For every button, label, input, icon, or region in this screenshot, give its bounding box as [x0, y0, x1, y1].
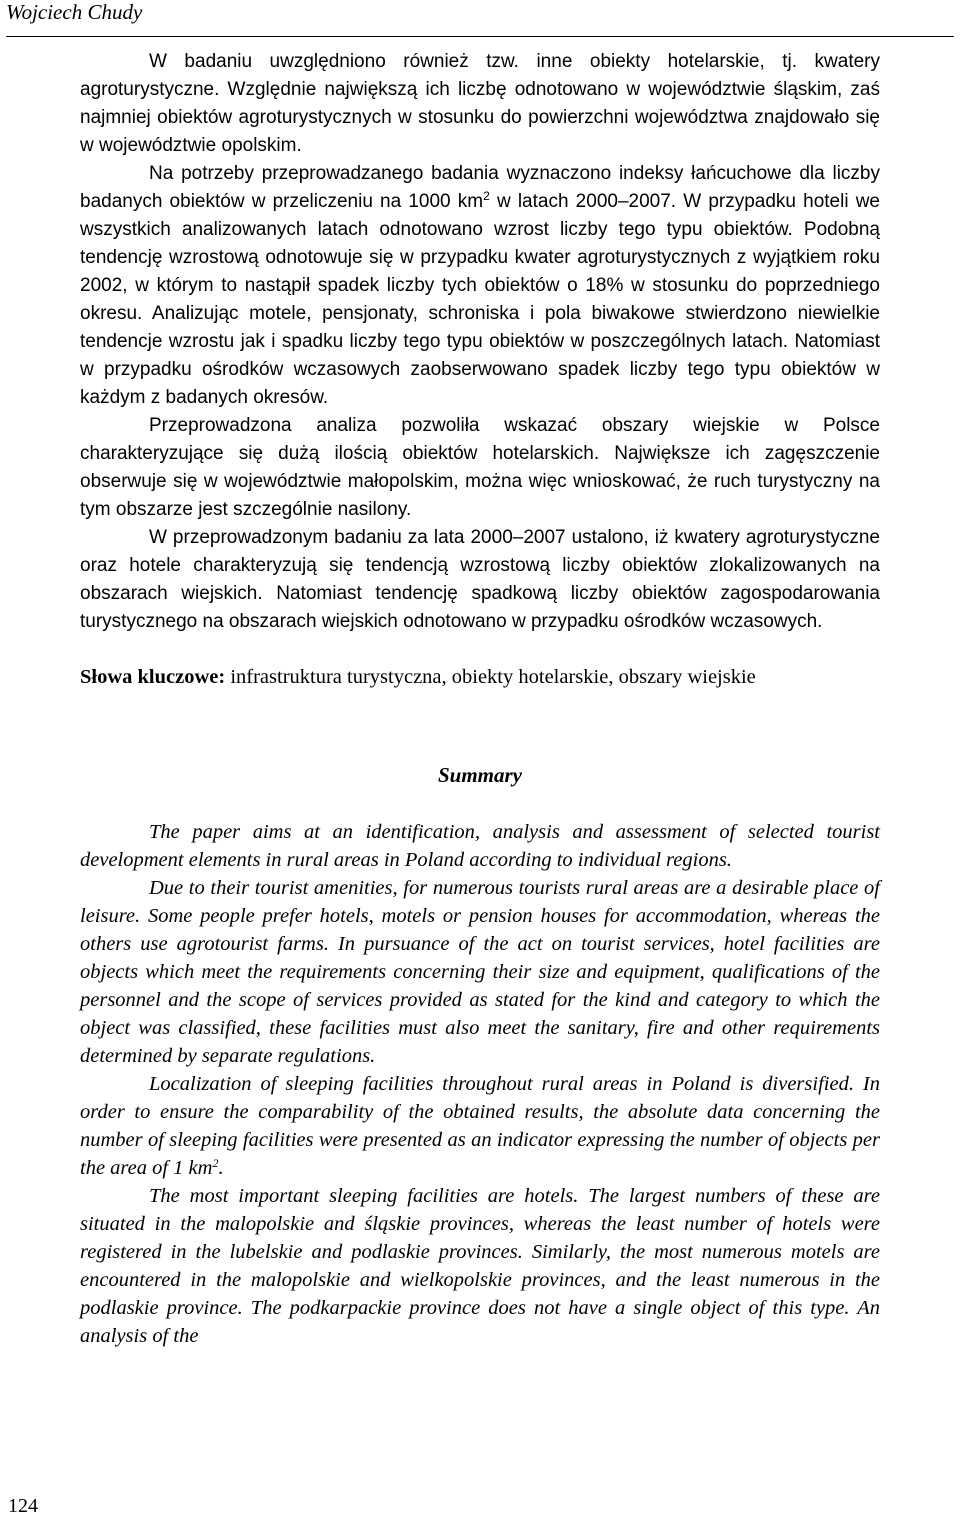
- keywords: [80, 663, 880, 691]
- running-header-author: Wojciech Chudy: [6, 0, 143, 24]
- page-body: [80, 48, 880, 1350]
- summary-text: .: [218, 1157, 224, 1179]
- summary-paragraph: The most important sleeping facilities are hotels. The largest numbers of these are situated in the malopolskie and śląskie provinces, whereas the least number of hotels were registered in the lubelskie and podlaskie provinces. Similarly, the most numerous motels are encountered in the malopolskie and wielkopolskie provinces, and the least numerous in the podlaskie province. The podkarpackie province does not have a single object of this type. An analysis of the: [80, 1185, 880, 1347]
- summary-heading: Summary: [437, 763, 523, 787]
- page-number: 124: [8, 1495, 38, 1517]
- summary-paragraph: Due to their tourist amenities, for numerous tourists rural areas are a desirable place of leisure. Some people prefer hotels, motels or pension houses for accommodation, whereas the others use agrotourist farms. In pursuance of the act on tourist services, hotel facilities are objects which meet the requirements concerning their size and equipment, qualifications of the personnel and the scope of services provided as stated for the kind and category to which the object was classified, these facilities must also meet the sanitary, fire and other requirements determined by separate regulations.: [80, 877, 880, 1067]
- polish-abstract: [80, 48, 880, 636]
- superscript: 2: [483, 189, 490, 203]
- abstract-text: Na potrzeby przeprowadzanego badania wyznaczono indeksy łańcuchowe dla liczby badanych obiektów w przeliczeniu na 1000 km: [80, 163, 880, 212]
- summary-paragraph: [80, 1070, 880, 1182]
- abstract-paragraph: W przeprowadzonym badaniu za lata 2000–2007 ustalono, iż kwatery agroturystyczne oraz hotele charakteryzują się tendencją wzrostową liczby obiektów zlokalizowanych na obszarach wiejskich. Natomiast tendencję spadkową liczby obiektów zagospodarowania turystycznego na obszarach wiejskich odnotowano w przypadku ośrodków wczasowych.: [80, 527, 880, 632]
- summary-paragraph: The paper aims at an identification, analysis and assessment of selected tourist development elements in rural areas in Poland according to individual regions.: [80, 821, 880, 871]
- keywords-value: infrastruktura turystyczna, obiekty hotelarskie, obszary wiejskie: [225, 666, 756, 688]
- english-summary: [80, 818, 880, 1350]
- abstract-paragraph: W badaniu uwzględniono również tzw. inne obiekty hotelarskie, tj. kwatery agroturystyczne. Względnie największą ich liczbę odnotowano w województwie śląskim, zaś najmniej obiektów agroturystycznych w stosunku do powierzchni województwa znajdowało się w województwie opolskim.: [80, 51, 880, 156]
- summary-text: Localization of sleeping facilities throughout rural areas in Poland is diversified. In order to ensure the comparability of the obtained results, the absolute data concerning the number of sleeping facilities were presented as an indicator expressing the number of objects per the area of 1 km: [80, 1073, 880, 1179]
- superscript: 2: [212, 1156, 219, 1170]
- abstract-paragraph: Przeprowadzona analiza pozwoliła wskazać obszary wiejskie w Polsce charakteryzujące się dużą ilością obiektów hotelarskich. Największe ich zagęszczenie obserwuje się w województwie małopolskim, można więc wnioskować, że ruch turystyczny na tym obszarze jest szczególnie nasilony.: [80, 415, 880, 520]
- abstract-paragraph: [80, 160, 880, 412]
- abstract-text: w latach 2000–2007. W przypadku hoteli we wszystkich analizowanych latach odnotowano wzrost liczby tego typu obiektów. Podobną tendencję wzrostową odnotowuje się w przypadku kwater agroturystycznych z wyjątkiem roku 2002, w którym to nastąpił spadek liczby tych obiektów o 18% w stosunku do poprzedniego okresu. Analizując motele, pensjonaty, schroniska i pola biwakowe stwierdzono niewielkie tendencje wzrostu jak i spadku liczby tego typu obiektów w poszczególnych latach. Natomiast w przypadku ośrodków wczasowych zaobserwowano spadek liczby tego typu obiektów w każdym z badanych okresów.: [80, 191, 880, 408]
- running-header: [6, 0, 954, 37]
- keywords-label: Słowa kluczowe:: [80, 666, 226, 688]
